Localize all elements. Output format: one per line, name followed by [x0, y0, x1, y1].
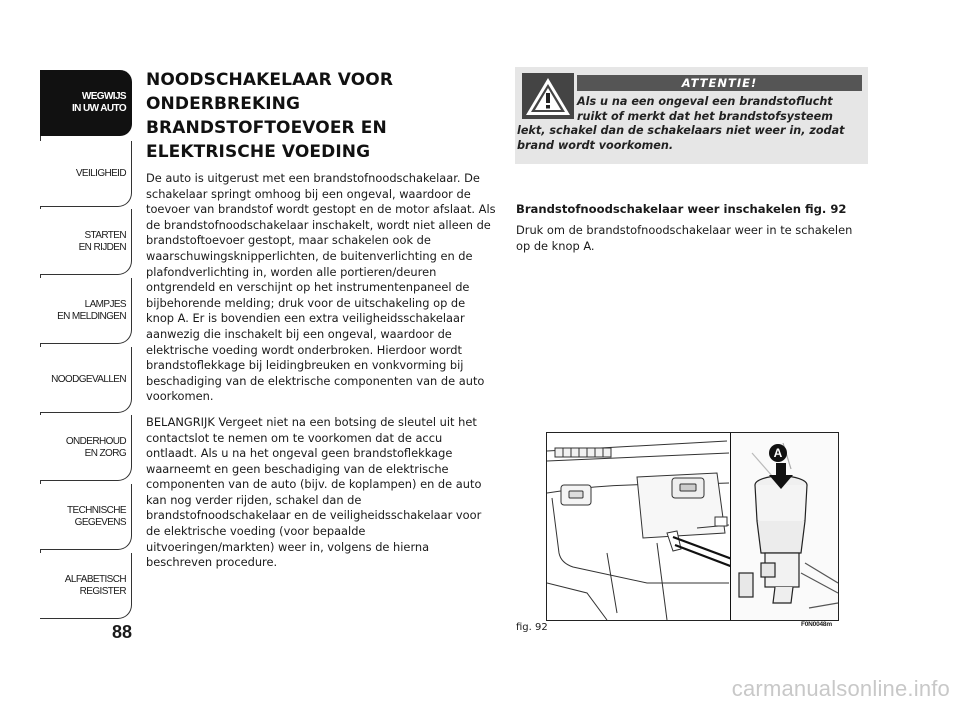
tab-label-line: ONDERHOUD	[65, 435, 126, 447]
figure-caption: fig. 92	[516, 622, 548, 633]
tab-label-line: ALFABETISCH	[64, 573, 126, 585]
tab-label-line: IN UW AUTO	[72, 102, 126, 114]
tab-noodgevallen[interactable]	[40, 347, 132, 413]
fuel-switch-illustration	[547, 433, 838, 620]
procedure-text: Druk om de brandstofnoodschakelaar weer in te schakelen op de knop A.	[516, 223, 853, 253]
tab-label-line: TECHNISCHE	[66, 504, 126, 516]
tab-label-line: STARTEN	[84, 229, 126, 241]
tab-label-line: NOODGEVALLEN	[51, 373, 126, 385]
section-heading: NOODSCHAKELAAR VOOR ONDERBREKING BRANDSTOFTOEVOER EN ELEKTRISCHE VOEDING	[146, 70, 394, 162]
procedure-heading: Brandstofnoodschakelaar weer inschakelen fig. 92	[516, 202, 847, 216]
figure-fuel-cutoff-switch	[546, 432, 839, 621]
figure-code: F0N0048m	[801, 621, 832, 628]
tab-alfabetisch-register[interactable]	[40, 553, 132, 619]
tab-label-line: EN ZORG	[84, 447, 126, 459]
body-text	[146, 171, 496, 581]
tab-veiligheid[interactable]	[40, 141, 132, 207]
tab-wegwijs-in-uw-auto[interactable]	[40, 70, 132, 136]
tab-label-line: GEGEVENS	[74, 516, 126, 528]
tab-label-line: REGISTER	[79, 585, 126, 597]
attention-text	[517, 95, 862, 153]
tab-onderhoud-en-zorg[interactable]	[40, 415, 132, 481]
tab-technische-gegevens[interactable]	[40, 484, 132, 550]
attention-box	[515, 67, 868, 164]
tab-label-line: WEGWIJS	[81, 90, 126, 102]
tab-label-line: VEILIGHEID	[75, 167, 126, 179]
tab-label-line: EN MELDINGEN	[57, 310, 126, 322]
tab-starten-en-rijden[interactable]	[40, 209, 132, 275]
callout-a-label: A	[773, 446, 783, 460]
tab-lampjes-en-meldingen[interactable]	[40, 278, 132, 344]
paragraph-important: BELANGRIJK Vergeet niet na een botsing de sleutel uit het contactslot te nemen om te voorkomen dat de accu ontlaadt. Als u na het ongeval geen brandstoflekkage waarneemt en geen beschadiging van de elektrische componenten van de auto (bijv. de koplampen) en de auto kan nog verder rijden, schakel dan de brandstofnoodschakelaar en de veiligheidsschakelaar voor de elektrische voeding (voor bepaalde uitvoeringen/markten) weer in, volgens de hierna beschreven procedure.	[146, 414, 482, 570]
paragraph-intro: De auto is uitgerust met een brandstofnoodschakelaar. De schakelaar springt omhoog bij een ongeval, waardoor de toevoer van brandstof wordt gestopt en de motor afslaat. Als de brandstofnoodschakelaar inschakelt, wordt niet alleen de brandstoftoevoer gestopt, maar schakelen ook de waarschuwingsknipperlichten, de buitenverlichting en de plafondverlichting in, worden alle portieren/deuren ontgrendeld en verschijnt op het instrumentenpaneel de bijbehorende melding; druk voor de uitschakeling op de knop A. Er is bovendien een extra veiligheidsschakelaar aanwezig die inschakelt bij een ongeval, waardoor de elektrische voeding wordt onderbroken. Hierdoor wordt brandstoflekkage bij leidingbreuken en vonkvorming bij beschadiging van de elektrische componenten van de auto voorkomen.	[146, 171, 496, 404]
tab-label-line: EN RIJDEN	[78, 241, 126, 253]
attention-text-content: Als u na een ongeval een brandstoflucht ruikt of merkt dat het brandstofsysteem lekt, schakel dan de schakelaars niet weer in, zodat brand wordt voorkomen.	[517, 95, 845, 152]
attention-label: ATTENTIE!	[577, 75, 862, 91]
page-number: 88	[111, 622, 132, 642]
watermark: carmanualsonline.info	[731, 676, 950, 701]
tab-label-line: LAMPJES	[84, 298, 126, 310]
